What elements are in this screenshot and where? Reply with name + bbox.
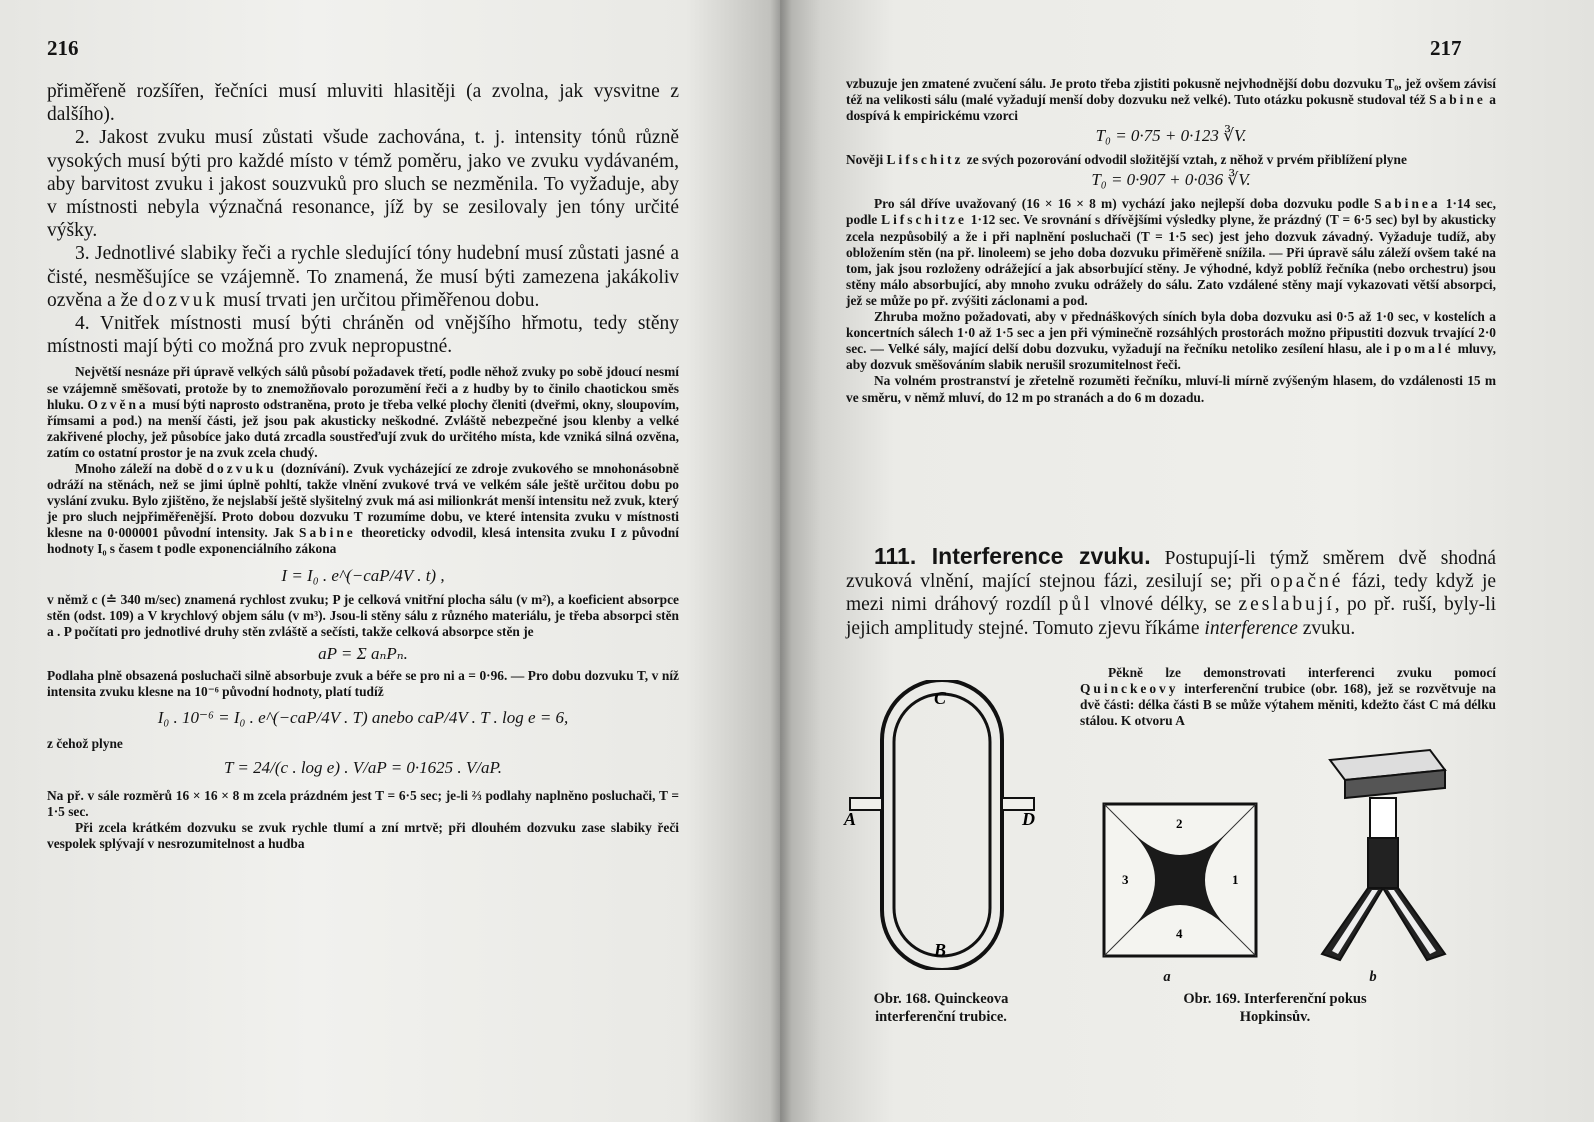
text: Nověji [846,152,884,168]
sublabel-b: b [1369,969,1377,985]
paragraph [47,242,679,312]
text: Postupují-li týmž směrem dvě shodná zvuková vlnění, mající stejnou fázi, zesilují se; při [846,548,1497,593]
text: Pro sál dříve uvažovaný (16 × 16 × 8 m) vychází jako nejlepší doba dozvuku podle [874,196,1369,212]
caption-line: Obr. 169. Interferenční pokus [1183,991,1367,1007]
small-paragraph [47,461,679,558]
fig-169-sub-a [1152,968,1182,986]
figure-description [1080,665,1496,729]
figure-168-caption [826,990,1056,1026]
spaced-term: půl [1058,594,1093,616]
text: Zhruba možno požadovati, aby v přednáškových síních byla doba dozvuku asi 0·5 až 1·0 sec, v kostelích a koncertních sálech 1·0 až 1·5 sec a jen při výminečně rozsáhlých prostorách možno připustiti dozvuk trvající 2·0 sec. — Velké sály, mající delší dobu dozvuku, vyžadují na řečníku netoliko zesílení hlasu, ale i [846,309,1496,357]
small-paragraph [846,152,1496,168]
caption-line: interferenční trubice. [875,1009,1007,1025]
text: ze svých pozorování odvodil složitější vztah, z něhož v prvém přiblížení plyne [966,152,1407,168]
text: theoreticky odvodil, klesá intensita zvuku I z původní hodnoty I₀ s časem t podle exponenciálního zákona [47,525,679,557]
text: 1·14 sec, podle [846,196,1496,228]
text: a dospívá k empirickému vzorci [846,92,1496,124]
spaced-term: Sabinea [1374,196,1441,212]
text: , po př. ruší, byly-li jejich amplitudy stejné. Tomuto zjevu říkáme [846,594,1496,639]
section-paragraph [846,545,1496,640]
text: musí trvati jen určitou přiměřenou dobu. [223,289,540,311]
text: 1·12 sec. Ve srovnání s dřívějšími výsledky plyne, že prázdný (T = 6·5 sec) byl by akusticky zcela nezpůsobilý a že i při naplnění posluchači (T = 1·5 sec) jest jeho dozvuk závadný. Vyžaduje tudíž, aby obložením stěn (na př. linoleem) se jeho doba dozvuku přiměřeně snížila. — Při úpravě sálu záleží ovšem také na tom, jak jsou rozloženy odrážející a jak absorbující stěny. Je výhodné, když poblíž řečníka (nebo orchestru) jsou stěny málo absorbující, aby mnoho zvuku odrážely do sálu. Zato vzdálené stěny mají vykazovati větší absorpci, jež se může po př. zvýšiti záclonami a pod. [846,212,1496,308]
quincke-tube-figure [842,680,1042,970]
left-page [0,0,780,1122]
paragraph: 4. Vnitřek místnosti musí býti chráněn od vnějšího hřmotu, tedy stěny místnosti mají býti co možná pro zvuk nepropustné. [47,313,679,358]
book-gutter [770,0,792,1122]
caption-line: Obr. 168. Quinckeova [873,991,1009,1007]
region-2: 2 [1176,816,1183,831]
text: Mnoho záleží na době [75,461,203,476]
equation: I = I₀ . e^(−caP/4V . t) , [281,565,445,585]
small-paragraph: Podlaha plně obsazená posluchači silně absorbuje zvuk a béře se pro ni a = 0·96. — Pro dobu dozvuku T, v níž intensita zvuku klesne na 10⁻⁶ původní hodnoty, platí tudíž [47,667,679,699]
region-3: 3 [1122,872,1129,887]
equation: T₀ = 0·907 + 0·036 ∛V. [1091,170,1251,190]
small-paragraph [846,196,1496,309]
text: musí býti naprosto odstraněna, proto je třeba velké plochy členiti (dveřmi, okny, sloupovím, římsami a pod.) na menší části, jež jsou pak akusticky neškodné. Zvláště nebezpečné jsou klenby a velké zakřivené plochy, jež působíce jako dutá zrcadla soustřeďují zvuk do určitého místa, kde vzniká silná ozvěna, zatím co ostatní prostor je na zvuk zcela chudý. [47,396,679,460]
sublabel-a: a [1163,969,1171,985]
label-b: B [934,940,947,960]
equation: aP = Σ aₙPₙ. [318,643,408,663]
small-paragraph [846,76,1496,124]
spaced-term: Sabine [299,525,356,541]
text: zvuku. [1302,617,1356,639]
page-number-right: 217 [1430,36,1462,60]
spaced-term: dozvuk [142,289,219,311]
small-paragraph: z čehož plyne [47,736,123,752]
text: vlnové délky, se [1099,594,1232,616]
equation: T₀ = 0·75 + 0·123 ∛V. [1095,126,1247,146]
right-column-top [846,76,1496,406]
region-4: 4 [1176,926,1183,941]
spaced-term: opačné [1270,571,1344,593]
spaced-term: Ozvěna [87,396,149,412]
label-d: D [1022,809,1035,829]
small-paragraph [846,309,1496,373]
y-tube-drawing [1310,740,1460,965]
paragraph: přiměřeně rozšířen, řečníci musí mluviti hlasitěji (a zvolna, jak vysvitne z dalšího). [47,81,679,126]
label-a: A [844,809,857,829]
text: interferenční trubice (obr. 168), jež se rozvětvuje na dvě části: délka části B se může výtahem měniti, kdežto část C má délku stálou. K otvoru A [1080,681,1496,729]
equation: T = 24/(c . log e) . V/aP = 0·1625 . V/aP. [224,758,502,778]
text: vzbuzuje jen zmatené zvučení sálu. Je proto třeba zjistiti pokusně nejvhodnější dobu dozvuku T₀, jež ovšem závisí též na velikosti sálu (malé vyžadují menší doby dozvuku než velké). Tuto otázku pokusně studoval též [846,76,1496,108]
text: fázi, tedy když je mezi nimi dráhový rozdíl [846,571,1497,616]
equation: I₀ . 10⁻⁶ = I₀ . e^(−caP/4V . T) anebo caP/4V . T . log e = 6, [157,708,569,728]
spaced-term: zeslabují [1238,594,1335,616]
spaced-term: Lifschitz [886,152,964,168]
spaced-term: Quinckeovy [1080,681,1179,697]
text: Pěkně lze demonstrovati interferenci zvuku pomocí [1108,665,1496,680]
label-c: C [934,688,947,708]
right-page [780,0,1594,1122]
small-paragraph [1080,665,1496,729]
spaced-term: dozvuku [206,461,277,476]
page-number-left: 216 [47,36,79,60]
region-1: 1 [1232,872,1239,887]
fig-169-sub-b [1358,968,1388,986]
section-heading: 111. Interference zvuku. [874,543,1151,569]
interference-square-drawing [1100,800,1260,960]
small-paragraph: Na volném prostranství je zřetelně rozuměti řečníku, mluví-li mírně zvýšeným hlasem, do vzdálenosti 15 m ve směru, v němž mluví, do 12 m po stranách a do 6 m dozadu. [846,373,1496,405]
spaced-term: pomalé [1393,341,1454,357]
right-column-section [846,545,1496,640]
interference-square-figure [1100,800,1260,960]
small-paragraph: v němž c (≐ 340 m/sec) znamená rychlost zvuku; P je celková vnitřní plocha sálu (v m²), a koeficient absorpce stěn (odst. 109) a V krychlový objem sálu (v m³). Jsou-li stěny sálu z různého materiálu, je třeba absorpci stěn a . P počítati pro jednotlivé druhy stěn zvláště a sečísti, takže celková absorpce stěn je [47,591,679,639]
spaced-term: Sabine [1429,92,1486,108]
left-column [47,80,679,853]
text: mluvy, aby dozvuk směšováním slabik nerušil srozumitelnost řeči. [846,341,1497,373]
text: 3. Jednotlivé slabiky řeči a rychle sledující tóny hudební musí zůstati jasné a čisté, nesměšujíce se vzájemně. To znamená, že musí býti zamezena jakákoliv ozvěna a že [47,243,679,311]
small-paragraph: Při zcela krátkém dozvuku se zvuk rychle tlumí a zní mrtvě; při dlouhém dozvuku zase slabiky řeči vespolek splývají v nesrozumitelnost a hudba [47,820,679,852]
spaced-term: Lifschitze [881,212,967,228]
y-tube-figure [1310,740,1460,965]
figure-169-caption [1130,990,1420,1026]
small-paragraph: Na př. v sále rozměrů 16 × 16 × 8 m zcela prázdném jest T = 6·5 sec; je-li ⅔ podlahy naplněno posluchači, T = 1·5 sec. [47,788,679,820]
quincke-tube-drawing [842,680,1042,970]
caption-line: Hopkinsův. [1239,1009,1311,1025]
text: (doznívání). Zvuk vycházející ze zdroje zvukového se mnohonásobně odráží na stěnách, než se jimi úplně pohltí, takže vlnění zvukové trvá ve velkém sále ještě určitou dobu po vyslání zvuku. Bylo zjištěno, že nejslabší ještě slyšitelný zvuk má asi milionkrát menší intensitu než zvuk, který je pro sluch nejpřiměřenější. Proto dobou dozvuku T rozumíme dobu, ve které intensita zvuku v místnosti klesne na 0·000001 původní intensity. Jak [47,461,679,541]
text: Největší nesnáze při úpravě velkých sálů působí požadavek třetí, podle něhož zvuky po sobě jdoucí nesmí se vzájemně směšovati, protože by to znemožňovalo porozumění řeči a z hudby by to činilo chaotickou směs hluku. [47,364,679,412]
italic-term: interference [1204,617,1298,639]
paragraph: 2. Jakost zvuku musí zůstati všude zachována, t. j. intensity tónů různě vysokých musí býti pro každé místo v témž poměru, jako ve zvuku vydávaném, aby barvitost zvuku i jakost souzvuků pro sluch se nezměnila. To vyžaduje, aby v místnosti nebyla význačná resonance, jíž by se zesilovaly jen tóny určité výšky. [47,127,679,242]
small-paragraph [47,364,679,461]
